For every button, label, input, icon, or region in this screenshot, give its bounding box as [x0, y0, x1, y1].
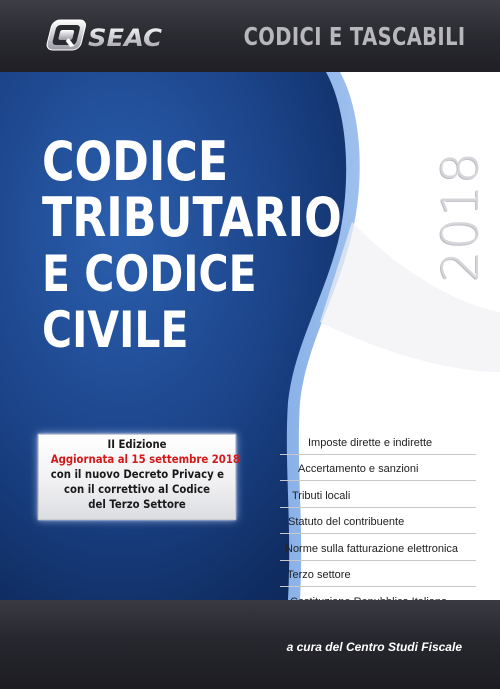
title-line: CIVILE [42, 301, 189, 359]
bottom-bar [0, 600, 500, 689]
series-label: CODICI E TASCABILI [244, 22, 466, 51]
edition-box [38, 434, 240, 520]
year-label-wrap [432, 150, 500, 340]
top-bar [0, 0, 500, 72]
topic-item: Norme sulla fatturazione elettronica [280, 534, 476, 561]
curator-credit: a cura del Centro Studi Fiscale [286, 640, 462, 654]
topic-item: Accertamento e sanzioni [280, 455, 476, 482]
topic-item: Imposte dirette e indirette [280, 428, 476, 455]
title-line: CODICE [42, 130, 229, 193]
year-label: 2018 [432, 150, 490, 282]
book-title [42, 130, 342, 359]
cover-body [0, 72, 500, 600]
seac-logo [44, 16, 168, 56]
edition-date: Aggiornata al 15 settembre 2018 [50, 452, 240, 466]
edition-title: II Edizione [107, 437, 167, 451]
edition-line: con il nuovo Decreto Privacy e [50, 467, 225, 481]
svg-text:SEAC: SEAC [88, 24, 163, 52]
edition-line: con il correttivo al Codice [64, 482, 210, 496]
edition-line: del Terzo Settore [88, 497, 186, 511]
topic-item: Statuto del contribuente [280, 508, 476, 535]
topic-item: Tributi locali [280, 481, 476, 508]
title-line: TRIBUTARIO [42, 186, 342, 249]
topic-item: Terzo settore [280, 561, 476, 588]
title-line: E CODICE [42, 245, 257, 303]
